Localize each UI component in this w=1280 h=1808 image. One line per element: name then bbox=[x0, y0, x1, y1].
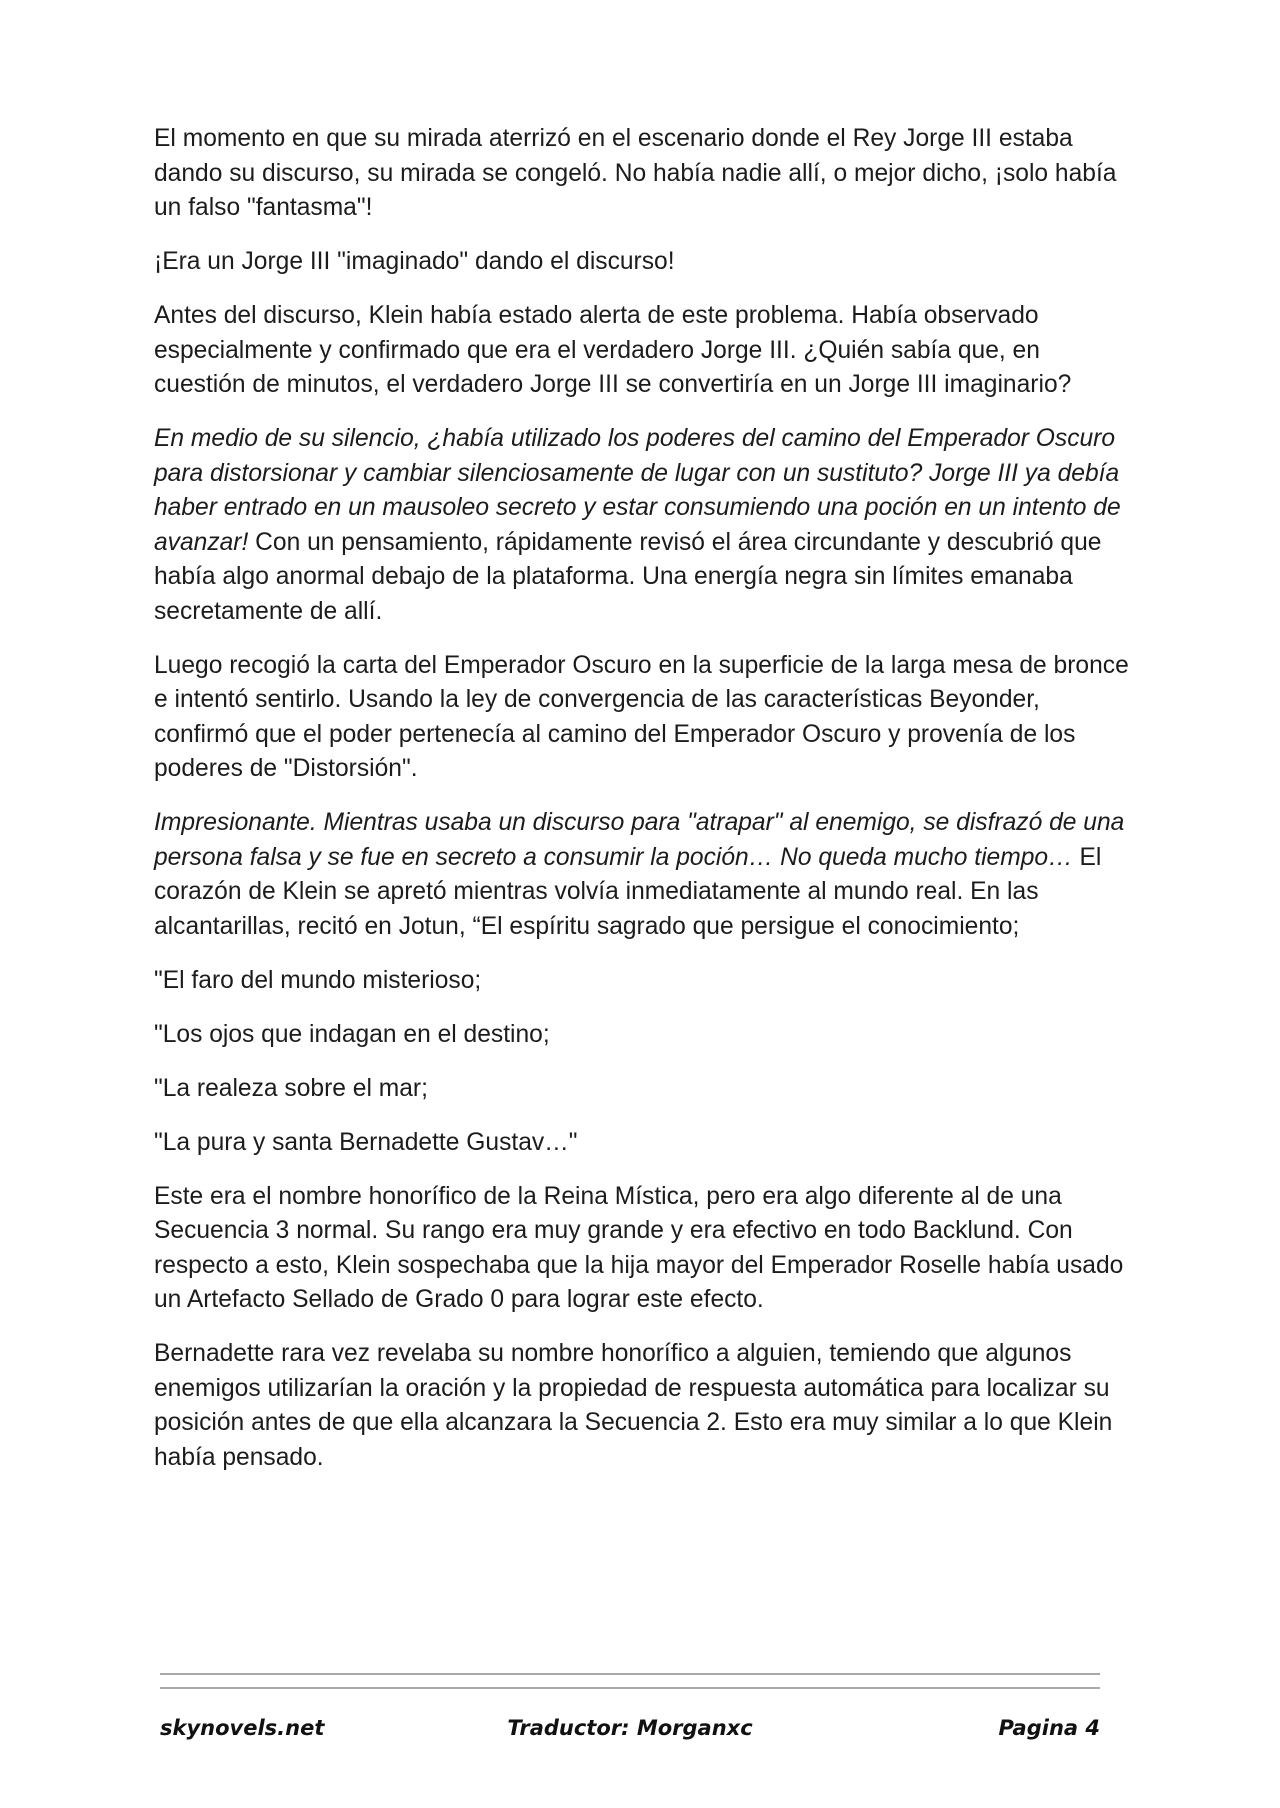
paragraph-1-text: El momento en que su mirada aterrizó en el escenario donde el Rey Jorge III estaba dando su discurso, su mirada se congeló. No había nadie allí, o mejor dicho, ¡solo había un falso "fantasma"! bbox=[154, 125, 1117, 221]
paragraph-9-text: "La realeza sobre el mar; bbox=[154, 1074, 428, 1102]
paragraph-8-text: "Los ojos que indagan en el destino; bbox=[154, 1020, 550, 1048]
paragraph-10-text: "La pura y santa Bernadette Gustav…" bbox=[154, 1128, 578, 1156]
paragraph-2 bbox=[154, 245, 1129, 280]
paragraph-12-text: Bernadette rara vez revelaba su nombre honorífico a alguien, temiendo que algunos enemigos utilizarían la oración y la propiedad de respuesta automática para localizar su posición antes de que ella alcanzara la Secuencia 2. Esto era muy similar a lo que Klein había pensado. bbox=[154, 1340, 1113, 1471]
paragraph-6-italic-thought: Impresionante. Mientras usaba un discurso para "atrapar" al enemigo, se disfrazó de una persona falsa y se fue en secreto a consumir la poción… No queda mucho tiempo… bbox=[154, 809, 1125, 871]
paragraph-3 bbox=[154, 299, 1129, 403]
paragraph-8 bbox=[154, 1018, 1129, 1053]
footer-page-number: Pagina 4 bbox=[998, 1716, 1100, 1740]
document-body bbox=[154, 122, 1129, 1495]
paragraph-11 bbox=[154, 1180, 1129, 1318]
paragraph-10 bbox=[154, 1126, 1129, 1161]
footer-translator: Traductor: Morganxc bbox=[507, 1716, 753, 1740]
page-footer bbox=[160, 1716, 1100, 1752]
paragraph-5 bbox=[154, 649, 1129, 787]
footer-divider-top bbox=[160, 1673, 1100, 1675]
paragraph-7-text: "El faro del mundo misterioso; bbox=[154, 966, 482, 994]
paragraph-11-text: Este era el nombre honorífico de la Reina Mística, pero era algo diferente al de una Secuencia 3 normal. Su rango era muy grande y era efectivo en todo Backlund. Con respecto a esto, Klein sospechaba que la hija mayor del Emperador Roselle había usado un Artefacto Sellado de Grado 0 para lograr este efecto. bbox=[154, 1182, 1124, 1313]
paragraph-9 bbox=[154, 1072, 1129, 1107]
paragraph-5-text: Luego recogió la carta del Emperador Oscuro en la superficie de la larga mesa de bronce e intentó sentirlo. Usando la ley de convergencia de las características Beyonder, confirmó que el poder pertenecía al camino del Emperador Oscuro y provenía de los poderes de "Distorsión". bbox=[154, 651, 1129, 782]
paragraph-12 bbox=[154, 1337, 1129, 1475]
paragraph-6 bbox=[154, 806, 1129, 944]
paragraph-6-text: El corazón de Klein se apretó mientras volvía inmediatamente al mundo real. En las alcantarillas, recitó en Jotun, “El espíritu sagrado que persigue el conocimiento; bbox=[154, 843, 1102, 940]
paragraph-3-text: Antes del discurso, Klein había estado alerta de este problema. Había observado especialmente y confirmado que era el verdadero Jorge III. ¿Quién sabía que, en cuestión de minutos, el verdadero Jorge III se convertiría en un Jorge III imaginario? bbox=[154, 302, 1072, 398]
paragraph-4-text: Con un pensamiento, rápidamente revisó el área circundante y descubrió que había algo anormal debajo de la plataforma. Una energía negra sin límites emanaba secretamente de allí. bbox=[154, 528, 1102, 625]
paragraph-7 bbox=[154, 964, 1129, 999]
footer-site: skynovels.net bbox=[160, 1716, 325, 1740]
paragraph-4 bbox=[154, 422, 1129, 629]
footer-divider-bottom bbox=[160, 1687, 1100, 1689]
paragraph-4-italic-thought: En medio de su silencio, ¿había utilizado los poderes del camino del Emperador Oscuro para distorsionar y cambiar silenciosamente de lugar con un sustituto? Jorge III ya debía haber entrado en un mausoleo secreto y estar consumiendo una poción en un intento de avanzar! bbox=[154, 425, 1121, 556]
paragraph-2-text: ¡Era un Jorge III "imaginado" dando el discurso! bbox=[154, 248, 675, 275]
paragraph-1 bbox=[154, 122, 1129, 226]
